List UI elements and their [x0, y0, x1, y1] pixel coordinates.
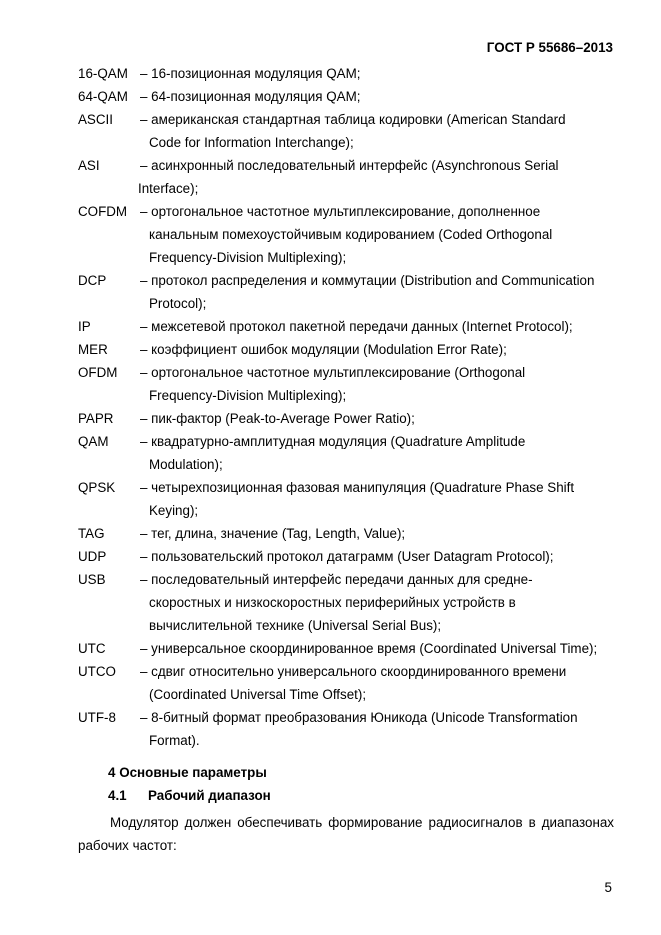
definition-line: – асинхронный последовательный интерфейс (Asynchronous Serial: [140, 158, 559, 173]
abbreviation-definition: [140, 660, 613, 706]
definition-line: Keying);: [149, 503, 199, 518]
abbreviation-term: ASCII: [78, 112, 113, 127]
abbreviation-entry: [78, 430, 613, 476]
section-number: 4: [108, 765, 116, 780]
document-code: ГОСТ Р 55686–2013: [486, 40, 613, 55]
subsection-title: Рабочий диапазон: [148, 788, 271, 803]
abbreviation-term: OFDM: [78, 365, 118, 380]
subsection-number: 4.1: [108, 788, 127, 803]
abbreviation-entry: [78, 660, 613, 706]
definition-line: – 16-позиционная модуляция QAM;: [140, 66, 361, 81]
body-paragraph: [78, 811, 614, 857]
section-heading: [108, 765, 267, 780]
abbreviation-term: UTCO: [78, 664, 116, 679]
section-title: Основные параметры: [119, 765, 267, 780]
abbreviation-definition: [140, 545, 613, 568]
definition-line: канальным помехоустойчивым кодированием (Coded Orthogonal: [149, 227, 553, 242]
abbreviation-definition: [140, 269, 613, 315]
definition-line: – сдвиг относительно универсального скоординированного времени: [140, 664, 567, 679]
abbreviation-list: [78, 62, 613, 752]
definition-line: Frequency-Division Multiplexing);: [149, 388, 347, 403]
definition-line: Frequency-Division Multiplexing);: [149, 250, 347, 265]
abbreviation-definition: [140, 338, 613, 361]
definition-line: Modulation);: [149, 457, 223, 472]
abbreviation-definition: [140, 315, 613, 338]
abbreviation-entry: [78, 338, 613, 361]
definition-line: вычислительной технике (Universal Serial Bus);: [149, 618, 442, 633]
abbreviation-entry: [78, 545, 613, 568]
abbreviation-term: UTC: [78, 641, 106, 656]
abbreviation-entry: [78, 476, 613, 522]
definition-line: – ортогональное частотное мультиплексирование (Orthogonal: [140, 365, 526, 380]
definition-line: – 64-позиционная модуляция QAM;: [140, 89, 361, 104]
definition-line: – четырехпозиционная фазовая манипуляция (Quadrature Phase Shift: [140, 480, 575, 495]
abbreviation-entry: [78, 407, 613, 430]
abbreviation-entry: [78, 269, 613, 315]
abbreviation-definition: [140, 637, 613, 660]
abbreviation-entry: [78, 361, 613, 407]
abbreviation-entry: [78, 62, 613, 85]
abbreviation-entry: [78, 568, 613, 637]
definition-line: скоростных и низкоскоростных периферийных устройств в: [149, 595, 516, 610]
abbreviation-term: COFDM: [78, 204, 128, 219]
paragraph-text: Модулятор должен обеспечивать формирование радиосигналов в диапазонах рабочих частот:: [78, 815, 614, 853]
definition-line: – пик-фактор (Peak-to-Average Power Ratio);: [140, 411, 415, 426]
abbreviation-term: QPSK: [78, 480, 116, 495]
definition-line: – коэффициент ошибок модуляции (Modulation Error Rate);: [140, 342, 507, 357]
definition-line: Interface);: [138, 181, 199, 196]
abbreviation-definition: [140, 568, 613, 637]
subsection-heading: [108, 788, 271, 803]
page-number: 5: [604, 880, 612, 895]
definition-line: – универсальное скоординированное время (Coordinated Universal Time);: [140, 641, 598, 656]
abbreviation-term: DCP: [78, 273, 107, 288]
abbreviation-definition: [140, 361, 613, 407]
abbreviation-entry: [78, 315, 613, 338]
abbreviation-entry: [78, 154, 613, 200]
abbreviation-term: QAM: [78, 434, 109, 449]
abbreviation-entry: [78, 200, 613, 269]
definition-line: – межсетевой протокол пакетной передачи данных (Internet Protocol);: [140, 319, 573, 334]
abbreviation-definition: [140, 476, 613, 522]
definition-line: – пользовательский протокол датаграмм (User Datagram Protocol);: [140, 549, 554, 564]
definition-line: Protocol);: [149, 296, 207, 311]
abbreviation-entry: [78, 85, 613, 108]
abbreviation-term: PAPR: [78, 411, 114, 426]
abbreviation-term: USB: [78, 572, 106, 587]
definition-line: – 8-битный формат преобразования Юникода (Unicode Transformation: [140, 710, 578, 725]
abbreviation-definition: [140, 62, 613, 85]
abbreviation-definition: [140, 154, 613, 200]
definition-line: – американская стандартная таблица кодировки (American Standard: [140, 112, 566, 127]
abbreviation-entry: [78, 522, 613, 545]
abbreviation-entry: [78, 108, 613, 154]
definition-line: (Coordinated Universal Time Offset);: [149, 687, 367, 702]
abbreviation-definition: [140, 200, 613, 269]
abbreviation-definition: [140, 706, 613, 752]
abbreviation-entry: [78, 706, 613, 752]
definition-line: Code for Information Interchange);: [149, 135, 354, 150]
abbreviation-term: 16-QAM: [78, 66, 128, 81]
abbreviation-definition: [140, 522, 613, 545]
definition-line: – протокол распределения и коммутации (Distribution and Communication: [140, 273, 595, 288]
abbreviation-definition: [140, 85, 613, 108]
abbreviation-term: TAG: [78, 526, 105, 541]
definition-line: – квадратурно-амплитудная модуляция (Quadrature Amplitude: [140, 434, 526, 449]
abbreviation-definition: [140, 108, 613, 154]
definition-line: – последовательный интерфейс передачи данных для средне-: [140, 572, 533, 587]
abbreviation-definition: [140, 407, 613, 430]
abbreviation-term: UDP: [78, 549, 107, 564]
abbreviation-term: MER: [78, 342, 108, 357]
definition-line: – ортогональное частотное мультиплексирование, дополненное: [140, 204, 541, 219]
abbreviation-term: 64-QAM: [78, 89, 128, 104]
abbreviation-entry: [78, 637, 613, 660]
definition-line: Format).: [149, 733, 200, 748]
abbreviation-term: UTF-8: [78, 710, 116, 725]
abbreviation-term: IP: [78, 319, 91, 334]
abbreviation-definition: [140, 430, 613, 476]
definition-line: – тег, длина, значение (Tag, Length, Value);: [140, 526, 406, 541]
abbreviation-term: ASI: [78, 158, 100, 173]
